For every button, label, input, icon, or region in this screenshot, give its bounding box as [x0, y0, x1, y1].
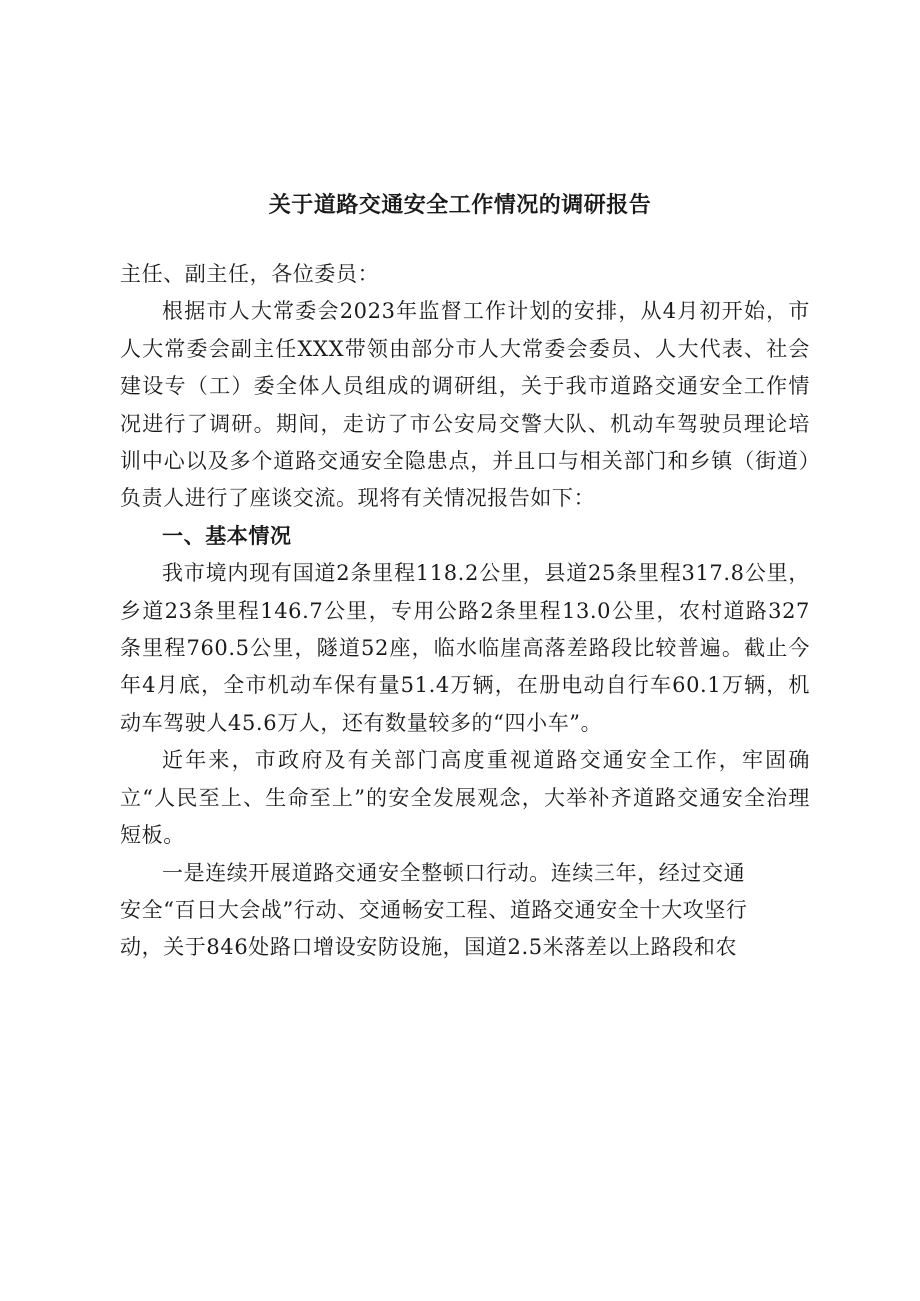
recent-years-paragraph: 近年来，市政府及有关部门高度重视道路交通安全工作，牢固确立“人民至上、生命至上”的安全发展观念，大举补齐道路交通安全治理短板。 — [120, 748, 810, 848]
document-body — [120, 256, 810, 967]
intro-paragraph: 根据市人大常委会2023年监督工作计划的安排，从4月初开始，市人大常委会副主任XXX带领由部分市人大常委会委员、人大代表、社会建设专（工）委全体人员组成的调研组，关于我市道路交通安全工作情况进行了调研。期间，走访了市公安局交警大队、机动车驾驶员理论培训中心以及多个道路交通安全隐患点，并且口与相关部门和乡镇（街道）负责人进行了座谈交流。现将有关情况报告如下： — [120, 299, 810, 511]
basic-info-paragraph: 我市境内现有国道2条里程118.2公里，县道25条里程317.8公里，乡道23条里程146.7公里，专用公路2条里程13.0公里，农村道路327条里程760.5公里，隧道52座，临水临崖高落差路段比较普遍。截止今年4月底，全市机动车保有量51.4万辆，在册电动自行车60.1万辆，机动车驾驶人45.6万人，还有数量较多的“四小车”。 — [120, 561, 810, 735]
section-heading: 一、基本情况 — [162, 523, 292, 548]
first-measure-line: 一是连续开展道路交通安全整顿口行动。连续三年，经过交通 — [162, 860, 746, 885]
document-title: 关于道路交通安全工作情况的调研报告 — [268, 193, 652, 218]
first-measure-line: 安全“百日大会战”行动、交通畅安工程、道路交通安全十大攻坚行 — [120, 897, 748, 922]
first-measure-paragraph — [120, 855, 810, 967]
first-measure-line: 动，关于846处路口增设安防设施，国道2.5米落差以上路段和农 — [120, 935, 738, 960]
salutation: 主任、副主任，各位委员： — [120, 262, 380, 286]
